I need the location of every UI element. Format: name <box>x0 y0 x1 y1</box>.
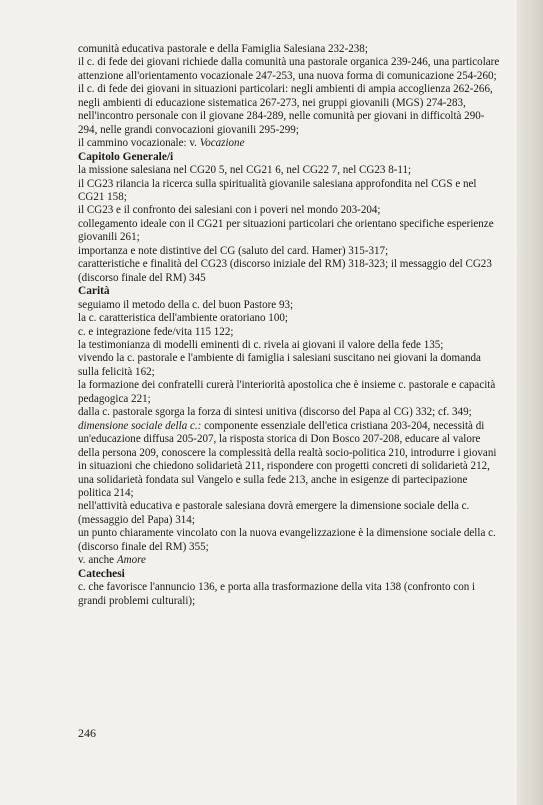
index-text <box>78 43 503 608</box>
index-entry-carita <box>78 285 503 568</box>
index-line: il c. di fede dei giovani in situazioni particolari: negli ambienti di ampia accoglienza 262-266, negli ambienti di educazione sistematica 267-273, nei gruppi giovanili (MGS) 274-283, nell'incontro personale con il giovane 284-289, nelle comunità per giovani in difficoltà 290-294, nelle grandi convocazioni giovanili 295-299; <box>78 83 493 136</box>
index-line: la missione salesiana nel CG20 5, nel CG21 6, nel CG22 7, nel CG23 8-11; <box>78 164 412 177</box>
cross-ref-prefix: v. anche <box>78 554 117 567</box>
index-line: la formazione dei confratelli curerà l'interiorità apostolica che è insieme c. pastorale e capacità pedagogica 221; <box>78 379 496 405</box>
cross-ref-prefix: il cammino vocazionale: v. <box>78 137 200 150</box>
index-line: comunità educativa pastorale e della Famiglia Salesiana 232-238; <box>78 43 368 55</box>
italic-lead: dimensione sociale della c.: <box>78 419 202 432</box>
index-line <box>78 137 503 150</box>
index-entry-capitolo-generale <box>78 151 503 286</box>
index-line: la c. caratteristica dell'ambiente oratoriano 100; <box>78 312 288 325</box>
index-line <box>78 420 503 501</box>
index-line: c. e integrazione fede/vita 115 122; <box>78 325 234 338</box>
index-line: il c. di fede dei giovani richiede dalla comunità una pastorale organica 239-246, una particolare attenzione all'orientamento vocazionale 247-253, una nuova forma di comunicazione 254-260; <box>78 56 500 82</box>
page-edge-shadow <box>517 0 543 805</box>
index-line: vivendo la c. pastorale e l'ambiente di famiglia i salesiani suscitano nei giovani la domanda sulla felicità 162; <box>78 352 481 378</box>
index-line: il CG23 rilancia la ricerca sulla spiritualità giovanile salesiana approfondita nel CGS e nel CG21 158; <box>78 177 477 203</box>
index-line: nell'attività educativa e pastorale salesiana dovrà emergere la dimensione sociale della c. (messaggio del Papa) 314; <box>78 500 470 526</box>
index-line: c. che favorisce l'annuncio 136, e porta alla trasformazione della vita 138 (confronto con i grandi problemi culturali); <box>78 581 476 607</box>
index-line: importanza e note distintive del CG (saluto del card. Hamer) 315-317; <box>78 244 389 257</box>
index-line: caratteristiche e finalità del CG23 (discorso iniziale del RM) 318-323; il messaggio del CG23 (discorso finale del RM) 345 <box>78 258 492 284</box>
index-line: seguiamo il metodo della c. del buon Pastore 93; <box>78 298 294 311</box>
index-line: dalla c. pastorale sgorga la forza di sintesi unitiva (discorso del Papa al CG) 332; cf. 349; <box>78 406 472 419</box>
page-number: 246 <box>78 726 96 740</box>
index-line: collegamento ideale con il CG21 per situazioni particolari che orientano specifiche esperienze giovanili 261; <box>78 217 494 244</box>
index-entry-continuation <box>78 43 503 151</box>
entry-heading: Capitolo Generale/i <box>78 150 174 163</box>
entry-heading: Carità <box>78 285 110 298</box>
index-line: il CG23 e il confronto dei salesiani con i poveri nel mondo 203-204; <box>78 204 381 217</box>
index-line <box>78 554 503 567</box>
italic-entry-text: componente essenziale dell'etica cristiana 203-204, necessità di un'educazione diffusa 205-207, la risposta storica di Don Bosco 207-208, educare al valore della persona 209, conoscere la complessità della realtà socio-politica 210, introdurre i giovani in situazioni che chiedono solidarietà 211, rispondere con progetti concreti di solidarietà 212, una solidarietà fondata sul Vangelo e sulla fede 213, anche in esigenze di partecipazione politica 214; <box>78 419 497 499</box>
cross-ref-term: Vocazione <box>199 137 245 150</box>
index-entry-catechesi <box>78 568 503 608</box>
index-line: un punto chiaramente vincolato con la nuova evangelizzazione è la dimensione sociale della c. (discorso finale del RM) 355; <box>78 527 496 553</box>
index-line: la testimonianza di modelli eminenti di c. rivela ai giovani il valore della fede 135; <box>78 338 444 351</box>
cross-ref-term: Amore <box>116 554 146 567</box>
entry-heading: Catechesi <box>78 567 125 580</box>
